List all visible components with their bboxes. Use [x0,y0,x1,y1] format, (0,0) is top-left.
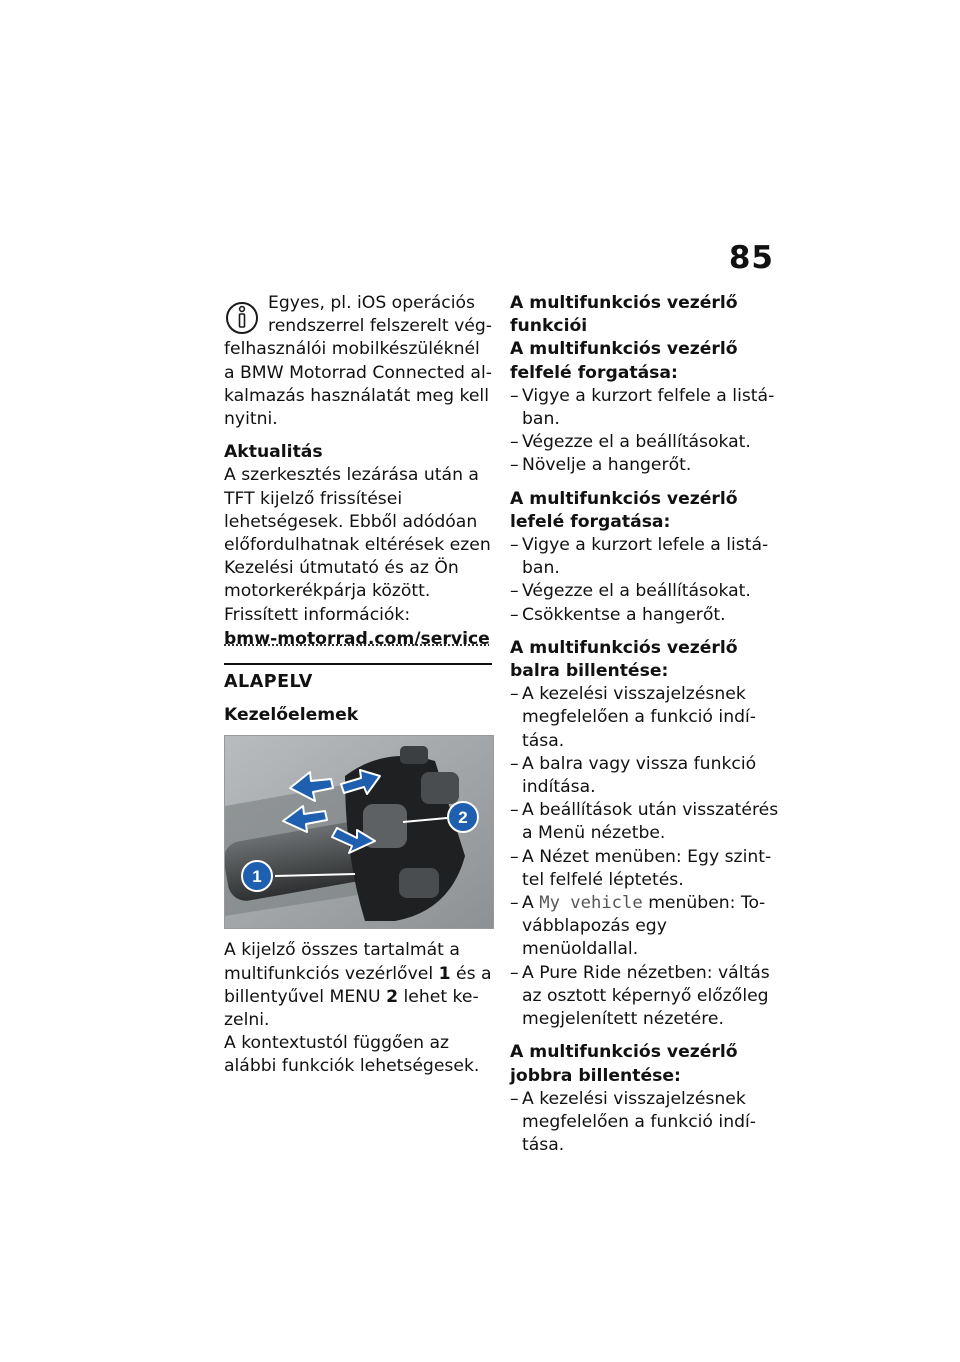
list-item: – A kezelési visszajelzésnek megfelelően a funkció indítása. [510,1088,782,1158]
info-note [224,292,492,431]
caption-text-2: és a billentyűvel MENU [224,963,492,1007]
up-list [510,385,782,478]
caption-ref-2: 2 [386,986,399,1007]
up-heading: A multifunkciós vezérlő felfelé forgatása: [510,339,738,383]
my-vehicle-prefix: A [522,893,534,914]
my-vehicle-menu-name: My vehicle [539,893,643,914]
callout-2-label: 2 [458,808,468,828]
service-link[interactable]: bmw-motorrad.com/service [224,628,490,649]
down-heading: A multifunkciós vezérlő lefelé forgatása: [510,488,738,532]
left-tilt-list [510,683,782,1031]
left-column [224,292,492,1079]
list-item: – A balra vagy vissza funkció indítása. [510,753,782,799]
figure-caption [224,939,492,1032]
list-item: – Vigye a kurzort lefele a listában. [510,534,782,580]
controls-heading: Kezelőelemek [224,705,359,726]
right-tilt-heading: A multifunkciós vezérlő jobbra billentése: [510,1042,738,1086]
page-number: 85 [728,240,774,276]
right-column [510,292,782,1157]
update-text: A szerkesztés lezárása után a TFT kijelző frissítései lehetségesek. Ebből adódóan előfordulhatnak eltérések ezen Kezelési útmutató és az Ön motorkerékpárja között. Frissített információk: [224,465,491,625]
caption-ref-1: 1 [438,963,451,984]
context-text: A kontextustól függően az alábbi funkciók lehetségesek. [224,1033,480,1077]
list-item [510,892,782,962]
list-item: – Végezze el a beállításokat. [510,431,782,454]
list-item: – A Nézet menüben: Egy szinttel felfelé léptetés. [510,846,782,892]
list-item: – Végezze el a beállításokat. [510,580,782,603]
section-title: ALAPELV [224,672,313,693]
list-item: – Vigye a kurzort felfele a listában. [510,385,782,431]
list-item: – Csökkentse a hangerőt. [510,604,782,627]
list-item: – A kezelési visszajelzésnek megfelelően a funkció indítása. [510,683,782,753]
caption-text-3: lehet kezelni. [224,986,479,1031]
handlebar-controls-figure [224,735,494,929]
info-icon [224,292,264,338]
section-divider [224,663,492,694]
list-item: – A beállítások után visszatérés a Menü nézetbe. [510,799,782,845]
handlebar-photo [225,736,493,928]
list-item: – A Pure Ride nézetben: váltás az osztott képernyő előzőleg megjelenített nézetére. [510,962,782,1032]
caption-text-1: A kijelző összes tartalmát a multifunkciós vezérlővel [224,940,460,984]
functions-heading: A multifunkciós vezérlő funkciói [510,293,738,337]
info-note-text: Egyes, pl. iOS operációs rendszerrel felszerelt végfelhasználói mobilkészüléknél a BMW Motorrad Connected alkalmazás használatát meg kell nyitni. [224,293,492,430]
update-heading: Aktualitás [224,442,323,463]
right-tilt-list [510,1088,782,1158]
down-list [510,534,782,627]
list-item: – Növelje a hangerőt. [510,454,782,477]
my-vehicle-suffix: menüben: Továbblapozás egy menüoldallal. [522,893,766,960]
left-tilt-heading: A multifunkciós vezérlő balra billentése: [510,637,738,682]
callout-1-label: 1 [252,867,262,887]
